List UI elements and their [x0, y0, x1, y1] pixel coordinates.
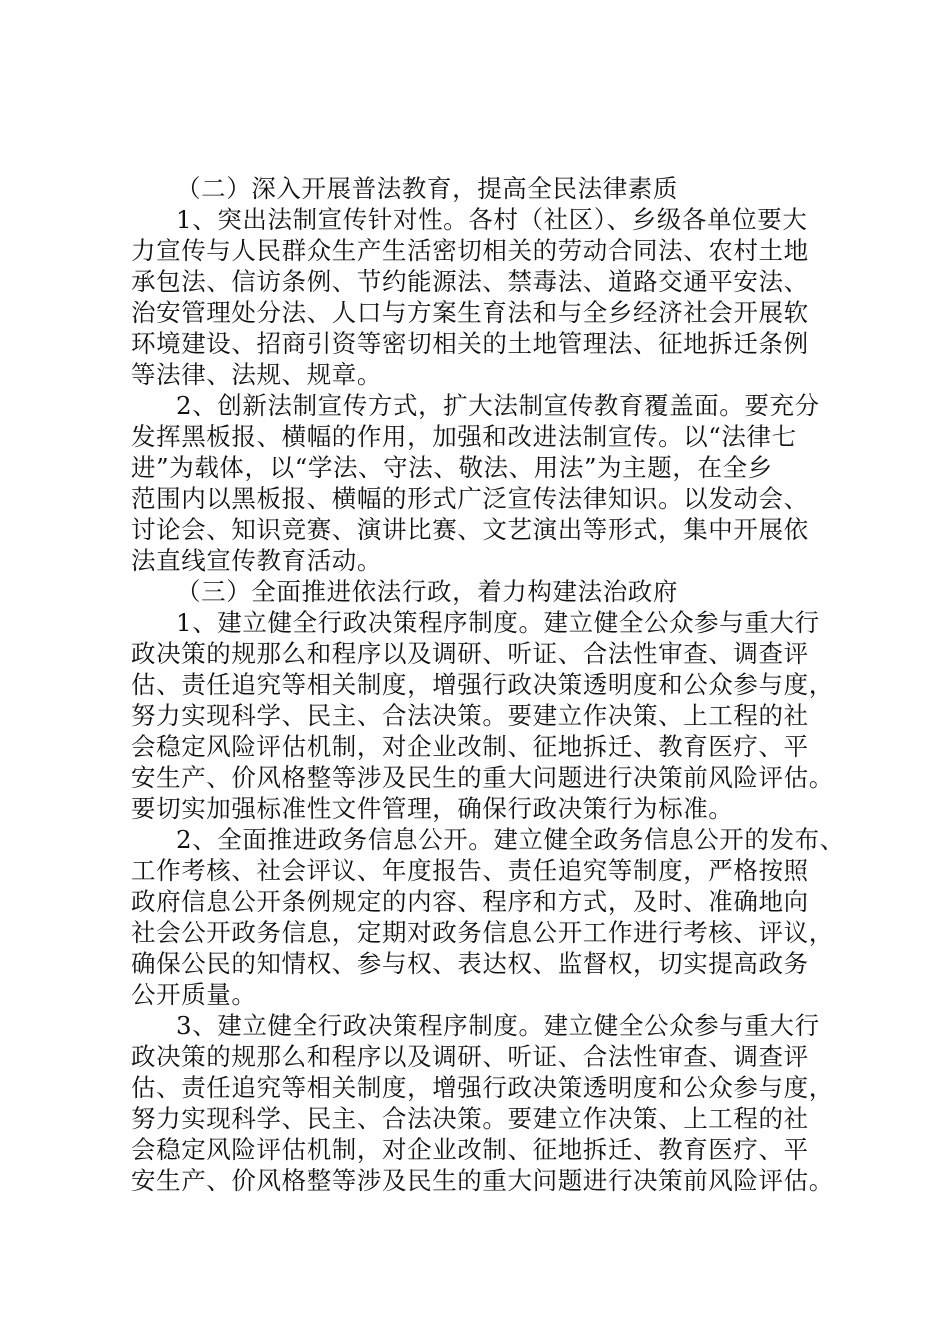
paragraph-line: 估、责任追究等相关制度，增强行政决策透明度和公众参与度， [131, 1073, 834, 1102]
paragraph-line: 努力实现科学、民主、合法决策。要建立作决策、上工程的社 [131, 1104, 809, 1133]
paragraph-line: 3、建立健全行政决策程序制度。建立健全公众参与重大行 [176, 1011, 820, 1040]
paragraph-line: 力宣传与人民群众生产生活密切相关的劳动合同法、农村土地 [131, 236, 809, 265]
paragraph-line: 确保公民的知情权、参与权、表达权、监督权，切实提高政务 [131, 949, 809, 978]
paragraph-line: 会稳定风险评估机制，对企业改制、征地拆迁、教育医疗、平 [131, 1135, 809, 1164]
paragraph-line: 安生产、价风格整等涉及民生的重大问题进行决策前风险评估。 [131, 1166, 834, 1195]
paragraph-line: 承包法、信访条例、节约能源法、禁毒法、道路交通平安法、 [131, 267, 809, 296]
paragraph-line: 要切实加强标准性文件管理，确保行政决策行为标准。 [131, 794, 734, 823]
section-heading-2: （二）深入开展普法教育，提高全民法律素质 [176, 174, 678, 203]
paragraph-line: 估、责任追究等相关制度，增强行政决策透明度和公众参与度， [131, 670, 834, 699]
paragraph-line: 安生产、价风格整等涉及民生的重大问题进行决策前风险评估。 [131, 763, 834, 792]
paragraph-line: 努力实现科学、民主、合法决策。要建立作决策、上工程的社 [131, 701, 809, 730]
paragraph-line: 社会公开政务信息，定期对政务信息公开工作进行考核、评议， [131, 918, 834, 947]
paragraph-line: 会稳定风险评估机制，对企业改制、征地拆迁、教育医疗、平 [131, 732, 809, 761]
paragraph-line: 治安管理处分法、人口与方案生育法和与全乡经济社会开展软 [131, 298, 809, 327]
paragraph-line: 讨论会、知识竞赛、演讲比赛、文艺演出等形式，集中开展依 [131, 515, 809, 544]
paragraph-line: 1、突出法制宣传针对性。各村（社区）、乡级各单位要大 [176, 205, 808, 234]
paragraph-line: 工作考核、社会评议、年度报告、责任追究等制度，严格按照 [131, 856, 809, 885]
paragraph-line: 法直线宣传教育活动。 [131, 546, 382, 575]
paragraph-line: 范围内以黑板报、横幅的形式广泛宣传法律知识。以发动会、 [131, 484, 809, 513]
paragraph-line: 发挥黑板报、横幅的作用，加强和改进法制宣传。以“法律七 [131, 422, 797, 451]
paragraph-line: 1、建立健全行政决策程序制度。建立健全公众参与重大行 [176, 608, 820, 637]
section-heading-3: （三）全面推进依法行政，着力构建法治政府 [176, 577, 678, 606]
paragraph-line: 政决策的规那么和程序以及调研、听证、合法性审查、调查评 [131, 639, 809, 668]
paragraph-line: 环境建设、招商引资等密切相关的土地管理法、征地拆迁条例 [131, 329, 809, 358]
paragraph-line: 2、创新法制宣传方式，扩大法制宣传教育覆盖面。要充分 [176, 391, 820, 420]
paragraph-line: 等法律、法规、规章。 [131, 360, 382, 389]
paragraph-line: 政府信息公开条例规定的内容、程序和方式，及时、准确地向 [131, 887, 809, 916]
paragraph-line: 公开质量。 [131, 980, 257, 1009]
paragraph-line: 政决策的规那么和程序以及调研、听证、合法性审查、调查评 [131, 1042, 809, 1071]
paragraph-line: 2、全面推进政务信息公开。建立健全政务信息公开的发布、 [176, 825, 845, 854]
paragraph-line: 进”为载体，以“学法、守法、敬法、用法”为主题，在全乡 [131, 453, 773, 482]
